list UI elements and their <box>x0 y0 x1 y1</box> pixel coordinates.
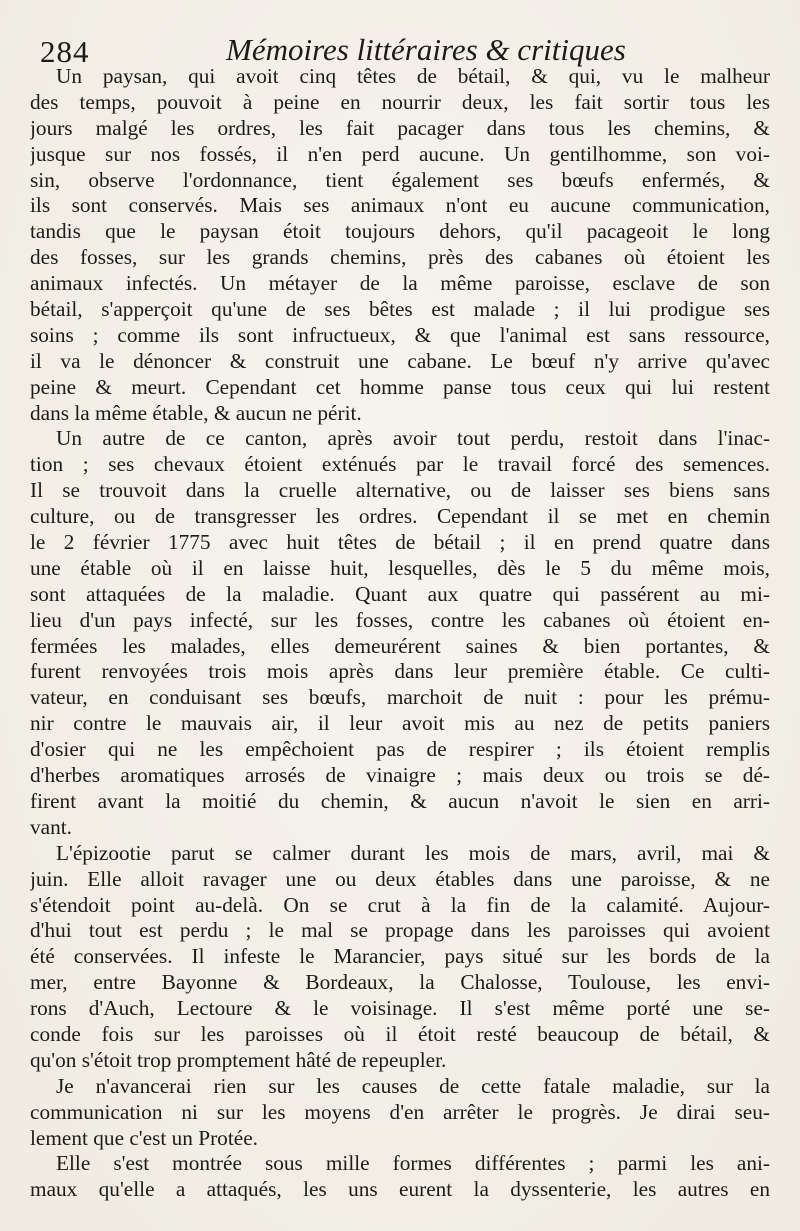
text-line: nir contre le mauvais air, il leur avoit mis au nez de petits paniers <box>30 711 770 736</box>
body-text <box>30 64 770 1203</box>
text-line: firent avant la moitié du chemin, & aucun n'avoit le sien en arri- <box>30 788 770 813</box>
text-line: sont attaquées de la maladie. Quant aux quatre qui passérent au mi- <box>30 581 770 606</box>
text-line: fermées les malades, elles demeurérent saines & bien portantes, & <box>30 633 770 658</box>
text-line: L'épizootie parut se calmer durant les mois de mars, avril, mai & <box>56 840 770 865</box>
text-line: Elle s'est montrée sous mille formes différentes ; parmi les ani- <box>56 1151 770 1176</box>
text-line: animaux infectés. Un métayer de la même paroisse, esclave de son <box>30 271 770 296</box>
text-line: une étable où il en laisse huit, lesquelles, dès le 5 du même mois, <box>30 555 770 580</box>
text-line: d'osier qui ne les empêchoient pas de respirer ; ils étoient remplis <box>30 737 770 762</box>
text-line: il va le dénoncer & construit une cabane. Le bœuf n'y arrive qu'avec <box>30 348 770 373</box>
text-line: des temps, pouvoit à peine en nourrir deux, les fait sortir tous les <box>30 89 770 114</box>
text-line: bétail, s'apperçoit qu'une de ses bêtes est malade ; il lui prodigue ses <box>30 297 770 322</box>
text-line: vateur, en conduisant ses bœufs, marchoit de nuit : pour les prému- <box>30 685 770 710</box>
text-line: Il se trouvoit dans la cruelle alternative, ou de laisser ses biens sans <box>30 478 770 503</box>
text-line: communication ni sur les moyens d'en arrêter le progrès. Je dirai seu- <box>30 1099 770 1124</box>
text-line: tion ; ses chevaux étoient exténués par le travail forcé des semences. <box>30 452 770 477</box>
text-line: maux qu'elle a attaqués, les uns eurent la dyssenterie, les autres en <box>30 1177 770 1202</box>
text-line: d'herbes aromatiques arrosés de vinaigre ; mais deux ou trois se dé- <box>30 763 770 788</box>
text-line: des fosses, sur les grands chemins, près des cabanes où étoient les <box>30 245 770 270</box>
text-line: sin, observe l'ordonnance, tient également ses bœufs enfermés, & <box>30 167 770 192</box>
text-line: vant. <box>30 814 72 839</box>
running-title: Mémoires littéraires & critiques <box>226 32 626 67</box>
text-line: furent renvoyées trois mois après dans leur première étable. Ce culti- <box>30 659 770 684</box>
text-line: qu'on s'étoit trop promptement hâté de repeupler. <box>30 1047 447 1072</box>
text-line: soins ; comme ils sont infructueux, & que l'animal est sans ressource, <box>30 322 770 347</box>
text-line: été conservées. Il infeste le Marancier, pays situé sur les bords de la <box>30 944 770 969</box>
text-line: Un autre de ce canton, après avoir tout perdu, restoit dans l'inac- <box>56 426 770 451</box>
text-line: le 2 février 1775 avec huit têtes de bétail ; il en prend quatre dans <box>30 530 770 555</box>
text-line: s'étendoit point au-delà. On se crut à la fin de la calamité. Aujour- <box>30 892 770 917</box>
text-line: Je n'avancerai rien sur les causes de cette fatale maladie, sur la <box>56 1073 770 1098</box>
text-line: d'hui tout est perdu ; le mal se propage dans les paroisses qui avoient <box>30 918 770 943</box>
text-line: Un paysan, qui avoit cinq têtes de bétail, & qui, vu le malheur <box>56 64 770 88</box>
text-line: tandis que le paysan étoit toujours dehors, qu'il pacageoit le long <box>30 219 770 244</box>
page-number: 284 <box>40 34 90 69</box>
text-line: lement que c'est un Protée. <box>30 1125 258 1150</box>
text-line: jusque sur nos fossés, il n'en perd aucune. Un gentilhomme, son voi- <box>30 141 770 166</box>
text-line: lieu d'un pays infecté, sur les fosses, contre les cabanes où étoient en- <box>30 607 770 632</box>
text-line: juin. Elle alloit ravager une ou deux étables dans une paroisse, & ne <box>30 866 770 891</box>
text-line: dans la même étable, & aucun ne périt. <box>30 400 362 425</box>
text-line: conde fois sur les paroisses où il étoit resté beaucoup de bétail, & <box>30 1021 770 1046</box>
text-line: rons d'Auch, Lectoure & le voisinage. Il s'est même porté une se- <box>30 996 770 1021</box>
text-line: culture, ou de transgresser les ordres. Cependant il se met en chemin <box>30 504 770 529</box>
text-line: ils sont conservés. Mais ses animaux n'ont eu aucune communication, <box>30 193 770 218</box>
text-line: mer, entre Bayonne & Bordeaux, la Chalosse, Toulouse, les envi- <box>30 970 770 995</box>
text-line: jours malgé les ordres, les fait pacager dans tous les chemins, & <box>30 115 770 140</box>
text-line: peine & meurt. Cependant cet homme panse tous ceux qui lui restent <box>30 374 770 399</box>
